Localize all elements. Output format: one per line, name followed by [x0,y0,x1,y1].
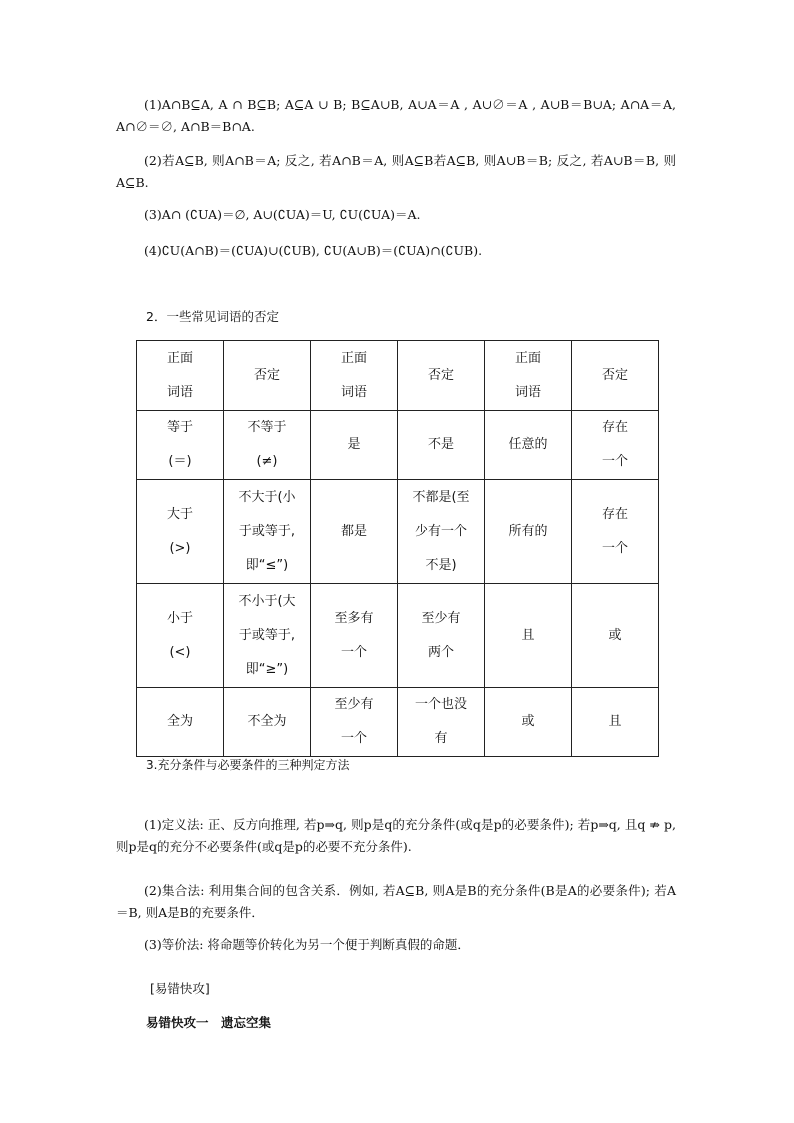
table-cell: 否定 [572,341,659,411]
table-cell: 不大于(小 于或等于, 即“≤”) [224,480,311,584]
negation-table [136,340,659,757]
set-property-1: (1)A∩B⊆A, A ∩ B⊆B; A⊆A ∪ B; B⊆A∪B, A∪A＝A , A∪∅＝A , A∪B＝B∪A; A∩A＝A, A∩∅＝∅, A∩B＝B∩A. [116,97,676,134]
set-property-3: (3)A∩ (∁UA)＝∅, A∪(∁UA)＝U, ∁U(∁UA)＝A. [144,207,421,222]
set-property-2: (2)若A⊆B, 则A∩B＝A; 反之, 若A∩B＝A, 则A⊆B若A⊆B, 则A∪B＝B; 反之, 若A∪B＝B, 则A⊆B. [116,153,676,190]
table-cell: 不全为 [224,688,311,757]
table-cell: 不等于 (≠) [224,411,311,480]
table-cell: 等于 (＝) [137,411,224,480]
table-cell: 不是 [398,411,485,480]
table-cell: 正面 词语 [485,341,572,411]
table-cell: 或 [572,584,659,688]
section-3-title: 3.充分条件与必要条件的三种判定方法 [146,758,350,772]
table-row [137,341,659,411]
table-cell: 所有的 [485,480,572,584]
table-cell: 正面 词语 [311,341,398,411]
table-cell: 且 [485,584,572,688]
method-set: (2)集合法: 利用集合间的包含关系．例如, 若A⊆B, 则A是B的充分条件(B是A的必要条件); 若A＝B, 则A是B的充要条件． [116,883,676,920]
table-cell: 一个也没 有 [398,688,485,757]
table-row [137,411,659,480]
method-equivalence: (3)等价法: 将命题等价转化为另一个便于判断真假的命题． [144,937,470,952]
table-cell: 至少有 两个 [398,584,485,688]
table-cell: 存在 一个 [572,480,659,584]
section-2-title: 2．一些常见词语的否定 [146,309,279,324]
table-cell: 不小于(大 于或等于, 即“≥”) [224,584,311,688]
table-row [137,688,659,757]
table-row [137,584,659,688]
table-cell: 全为 [137,688,224,757]
table-cell: 任意的 [485,411,572,480]
table-cell: 存在 一个 [572,411,659,480]
table-cell: 正面 词语 [137,341,224,411]
set-property-4: (4)∁U(A∩B)＝(∁UA)∪(∁UB), ∁U(A∪B)＝(∁UA)∩(∁UB). [144,243,483,258]
table-cell: 且 [572,688,659,757]
error-tip-1-heading: 易错快攻一 遗忘空集 [146,1015,272,1030]
table-cell: 不都是(至 少有一个 不是) [398,480,485,584]
table-cell: 至多有 一个 [311,584,398,688]
error-tips-heading: [易错快攻] [150,981,210,996]
table-cell: 大于 (>) [137,480,224,584]
table-cell: 否定 [398,341,485,411]
table-cell: 小于 (<) [137,584,224,688]
table-cell: 否定 [224,341,311,411]
method-definition: (1)定义法: 正、反方向推理, 若p⇒q, 则p是q的充分条件(或q是p的必要条件); 若p⇒q, 且q ⇏ p, 则p是q的充分不必要条件(或q是p的必要不充分条件). [116,817,676,854]
table-cell: 都是 [311,480,398,584]
table-cell: 是 [311,411,398,480]
table-cell: 或 [485,688,572,757]
table-cell: 至少有 一个 [311,688,398,757]
table-row [137,480,659,584]
